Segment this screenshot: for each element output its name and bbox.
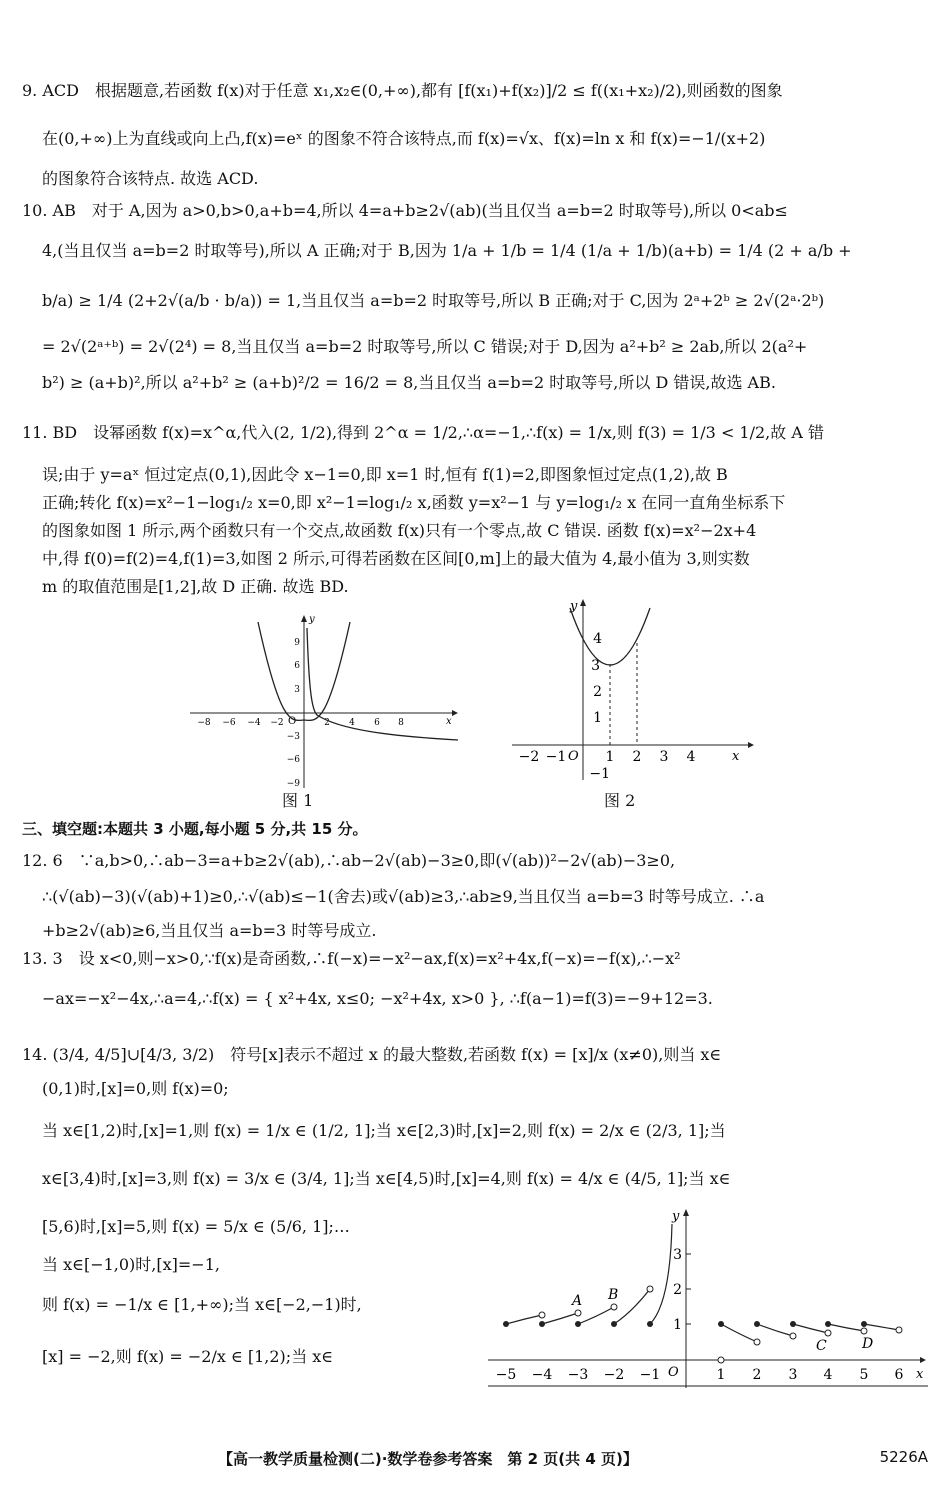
fig1-x-tick: 6 <box>374 718 380 728</box>
fig3-open-dot <box>790 1333 796 1339</box>
fig1-x-label: x <box>446 716 452 727</box>
fig3-x-tick: −1 <box>639 1367 661 1383</box>
fig1-x-tick: 4 <box>349 718 355 728</box>
fig3-open-dot <box>611 1304 617 1310</box>
fig2-y-tick: −1 <box>589 766 610 782</box>
text-line: −ax=−x²−4x,∴a=4,∴f(x) = { x²+4x, x≤0; −x²+4x, x>0 }, ∴f(a−1)=f(3)=−9+12=3. <box>42 989 713 1008</box>
fig3-x-label: x <box>916 1367 924 1382</box>
text-line: 当 x∈[1,2)时,[x]=1,则 f(x) = 1/x ∈ (1/2, 1];当 x∈[2,3)时,[x]=2,则 f(x) = 2/x ∈ (2/3, 1];当 <box>42 1121 726 1140</box>
fig3-open-dot <box>647 1286 653 1292</box>
fig3-y-arrow <box>683 1209 689 1216</box>
fig2-origin: O <box>568 749 579 764</box>
fig2-y-tick: 3 <box>591 658 600 674</box>
text-line: 的图象符合该特点. 故选 ACD. <box>42 169 259 188</box>
fig2-parabola-curve <box>570 608 650 665</box>
fig3-x-tick: 2 <box>752 1367 762 1383</box>
fig1-y-tick: 9 <box>294 638 300 648</box>
text-line: 则 f(x) = −1/x ∈ [1,+∞);当 x∈[−2,−1)时, <box>42 1295 362 1314</box>
fig2-x-label: x <box>732 749 740 764</box>
fig1-x-tick: −6 <box>222 718 236 728</box>
fig3-x-tick-labels <box>496 1367 904 1383</box>
fig2-x-tick: −1 <box>545 749 567 765</box>
fig3-point-label: A <box>572 1293 583 1309</box>
text-line: 14. (3/4, 4/5]∪[4/3, 3/2) 符号[x]表示不超过 x 的最大整数,若函数 f(x) = [x]/x (x≠0),则当 x∈ <box>22 1045 722 1064</box>
text-line: 13. 3 设 x<0,则−x>0,∵f(x)是奇函数,∴f(−x)=−x²−ax,f(x)=x²+4x,f(−x)=−f(x),∴−x² <box>22 949 681 968</box>
fig1-x-tick: 8 <box>398 718 404 728</box>
text-line: 10. AB 对于 A,因为 a>0,b>0,a+b=4,所以 4=a+b≥2√(ab)(当且仅当 a=b=2 时取等号),所以 0<ab≤ <box>22 201 788 220</box>
fig3-segment <box>828 1324 864 1331</box>
fig1-x-arrow <box>452 710 458 716</box>
fig1-y-tick: −9 <box>286 779 300 789</box>
fig3-x-tick: −2 <box>603 1367 625 1383</box>
doc-code: 5226A <box>879 1448 928 1466</box>
fig2-caption: 图 2 <box>604 791 636 810</box>
fig3-closed-dot <box>861 1321 867 1327</box>
fig2-y-arrow <box>580 599 586 606</box>
fig3-closed-dot <box>754 1321 760 1327</box>
fig3-open-dot <box>825 1330 831 1336</box>
fig2-x-tick: 1 <box>605 749 615 765</box>
text-line: [x] = −2,则 f(x) = −2/x ∈ [1,2);当 x∈ <box>42 1347 334 1366</box>
text-line: = 2√(2ᵃ⁺ᵇ) = 2√(2⁴) = 8,当且仅当 a=b=2 时取等号,所以 C 错误;对于 D,因为 a²+b² ≥ 2ab,所以 2(a²+ <box>42 337 808 356</box>
fig3-segment <box>650 1224 672 1324</box>
fig3-x-tick: −5 <box>495 1367 517 1383</box>
text-line: [5,6)时,[x]=5,则 f(x) = 5/x ∈ (5/6, 1];… <box>42 1217 350 1236</box>
fig3-open-dot <box>575 1310 581 1316</box>
fig3-y-tick: 2 <box>673 1282 682 1298</box>
fig3-point-label: C <box>816 1338 827 1354</box>
fig3-open-dot <box>754 1339 760 1345</box>
fig2-y-tick: 1 <box>593 710 602 726</box>
fig3-segment <box>578 1307 614 1324</box>
fig1-x-tick: 2 <box>324 718 330 728</box>
fig1-y-tick: 6 <box>294 661 300 671</box>
fig3-open-dot <box>861 1328 867 1334</box>
fig3-y-tick-labels <box>673 1247 682 1333</box>
fig3-open-dot <box>539 1312 545 1318</box>
fig3-x-tick: 4 <box>823 1367 833 1383</box>
fig1-y-tick: 3 <box>294 685 300 695</box>
fig3-closed-dot <box>718 1321 724 1327</box>
figure-1 <box>190 612 460 790</box>
text-line: 9. ACD 根据题意,若函数 f(x)对于任意 x₁,x₂∈(0,+∞),都有 [f(x₁)+f(x₂)]/2 ≤ f((x₁+x₂)/2),则函数的图象 <box>22 81 783 100</box>
fig1-x-tick: −4 <box>247 718 261 728</box>
text-line: x∈[3,4)时,[x]=3,则 f(x) = 3/x ∈ (3/4, 1];当 x∈[4,5)时,[x]=4,则 f(x) = 4/x ∈ (4/5, 1];当 x∈ <box>42 1169 731 1188</box>
fig2-y-tick: 2 <box>593 684 602 700</box>
figure-2 <box>512 598 762 788</box>
text-line: +b≥2√(ab)≥6,当且仅当 a=b=3 时等号成立. <box>42 921 377 940</box>
fig3-closed-dot <box>790 1321 796 1327</box>
fig3-x-tick: 6 <box>894 1367 904 1383</box>
fig3-closed-dot <box>503 1321 509 1327</box>
fig3-y-tick: 3 <box>673 1247 682 1263</box>
fig2-x-tick-labels <box>519 749 696 765</box>
fig3-open-dot <box>718 1357 724 1363</box>
fig3-segment <box>506 1315 542 1324</box>
fig3-x-tick: 1 <box>716 1367 726 1383</box>
text-line: b/a) ≥ 1/4 (2+2√(a/b · b/a)) = 1,当且仅当 a=b=2 时取等号,所以 B 正确;对于 C,因为 2ᵃ+2ᵇ ≥ 2√(2ᵃ·2ᵇ) <box>42 291 825 310</box>
fig1-y-arrow <box>301 615 307 622</box>
text-line: 中,得 f(0)=f(2)=4,f(1)=3,如图 2 所示,可得若函数在区间[0,m]上的最大值为 4,最小值为 3,则实数 <box>42 549 750 568</box>
fig2-x-tick: −2 <box>518 749 540 765</box>
fig2-x-arrow <box>748 742 754 748</box>
fig3-x-arrow <box>920 1357 926 1363</box>
fig3-x-tick: −4 <box>531 1367 553 1383</box>
fig3-point-label: B <box>608 1287 619 1303</box>
section-title: 三、填空题:本题共 3 小题,每小题 5 分,共 15 分。 <box>22 820 368 838</box>
fig2-x-tick: 3 <box>659 749 669 765</box>
fig3-y-label: y <box>672 1209 680 1224</box>
fig3-segment <box>864 1324 899 1330</box>
fig1-y-tick: −3 <box>286 732 300 742</box>
fig3-closed-dot <box>647 1321 653 1327</box>
text-line: 4,(当且仅当 a=b=2 时取等号),所以 A 正确;对于 B,因为 1/a + 1/b = 1/4 (1/a + 1/b)(a+b) = 1/4 (2 + a/b + <box>42 241 852 260</box>
fig3-point-label: D <box>862 1336 874 1352</box>
fig3-x-tick: 5 <box>859 1367 869 1383</box>
fig3-closed-dot <box>575 1321 581 1327</box>
text-line: 正确;转化 f(x)=x²−1−log₁/₂ x=0,即 x²−1=log₁/₂ x,函数 y=x²−1 与 y=log₁/₂ x 在同一直角坐标系下 <box>42 493 786 512</box>
fig3-closed-dot <box>825 1321 831 1327</box>
fig3-closed-dots <box>503 1321 867 1327</box>
fig3-point-labels <box>570 1287 873 1354</box>
footer: 【高一教学质量检测(二)·数学卷参考答案 第 2 页(共 4 页)】 <box>218 1450 638 1468</box>
fig3-segment <box>542 1313 578 1324</box>
fig2-x-tick: 4 <box>686 749 696 765</box>
text-line: b²) ≥ (a+b)²,所以 a²+b² ≥ (a+b)²/2 = 16/2 = 8,当且仅当 a=b=2 时取等号,所以 D 错误,故选 AB. <box>42 373 776 392</box>
fig3-segment <box>614 1289 650 1324</box>
fig3-origin: O <box>668 1365 679 1380</box>
fig3-closed-dot <box>611 1321 617 1327</box>
fig2-x-tick: 2 <box>632 749 642 765</box>
fig2-y-tick: 4 <box>593 631 602 647</box>
text-line: (0,1)时,[x]=0,则 f(x)=0; <box>42 1079 229 1098</box>
fig2-y-label: y <box>570 599 578 614</box>
fig3-y-ticks <box>686 1254 691 1324</box>
text-line: 误;由于 y=aˣ 恒过定点(0,1),因此令 x−1=0,即 x=1 时,恒有 f(1)=2,即图象恒过定点(1,2),故 B <box>42 465 728 484</box>
fig1-x-tick-labels <box>197 718 404 728</box>
text-line: 12. 6 ∵a,b>0,∴ab−3=a+b≥2√(ab),∴ab−2√(ab)−3≥0,即(√(ab))²−2√(ab)−3≥0, <box>22 851 676 870</box>
fig1-caption: 图 1 <box>282 791 314 810</box>
text-line: m 的取值范围是[1,2],故 D 正确. 故选 BD. <box>42 577 349 596</box>
fig3-segment <box>757 1324 793 1336</box>
text-line: 11. BD 设幂函数 f(x)=x^α,代入(2, 1/2),得到 2^α = 1/2,∴α=−1,∴f(x) = 1/x,则 f(3) = 1/3 < 1/2,故 A 错 <box>22 423 824 442</box>
text-line: ∴(√(ab)−3)(√(ab)+1)≥0,∴√(ab)≤−1(舍去)或√(ab)≥3,∴ab≥9,当且仅当 a=b=3 时等号成立. ∴a <box>42 887 765 906</box>
fig3-x-tick: −3 <box>567 1367 589 1383</box>
fig3-segment <box>721 1324 757 1342</box>
text-line: 的图象如图 1 所示,两个函数只有一个交点,故函数 f(x)只有一个零点,故 C 错误. 函数 f(x)=x²−2x+4 <box>42 521 757 540</box>
fig3-segments <box>506 1224 899 1342</box>
fig1-x-tick: −8 <box>197 718 211 728</box>
fig1-y-label: y <box>309 614 315 625</box>
text-line: 当 x∈[−1,0)时,[x]=−1, <box>42 1255 220 1274</box>
fig3-x-tick: 3 <box>788 1367 798 1383</box>
fig3-closed-dot <box>539 1321 545 1327</box>
fig1-x-tick: −2 <box>270 718 284 728</box>
fig3-open-dot <box>896 1327 902 1333</box>
fig3-segment <box>793 1324 828 1333</box>
figure-3 <box>484 1204 930 1394</box>
fig1-origin: O <box>288 716 297 727</box>
fig1-y-tick: −6 <box>286 755 300 765</box>
fig3-y-tick: 1 <box>673 1317 682 1333</box>
text-line: 在(0,+∞)上为直线或向上凸,f(x)=eˣ 的图象不符合该特点,而 f(x)=√x、f(x)=ln x 和 f(x)=−1/(x+2) <box>42 129 766 148</box>
